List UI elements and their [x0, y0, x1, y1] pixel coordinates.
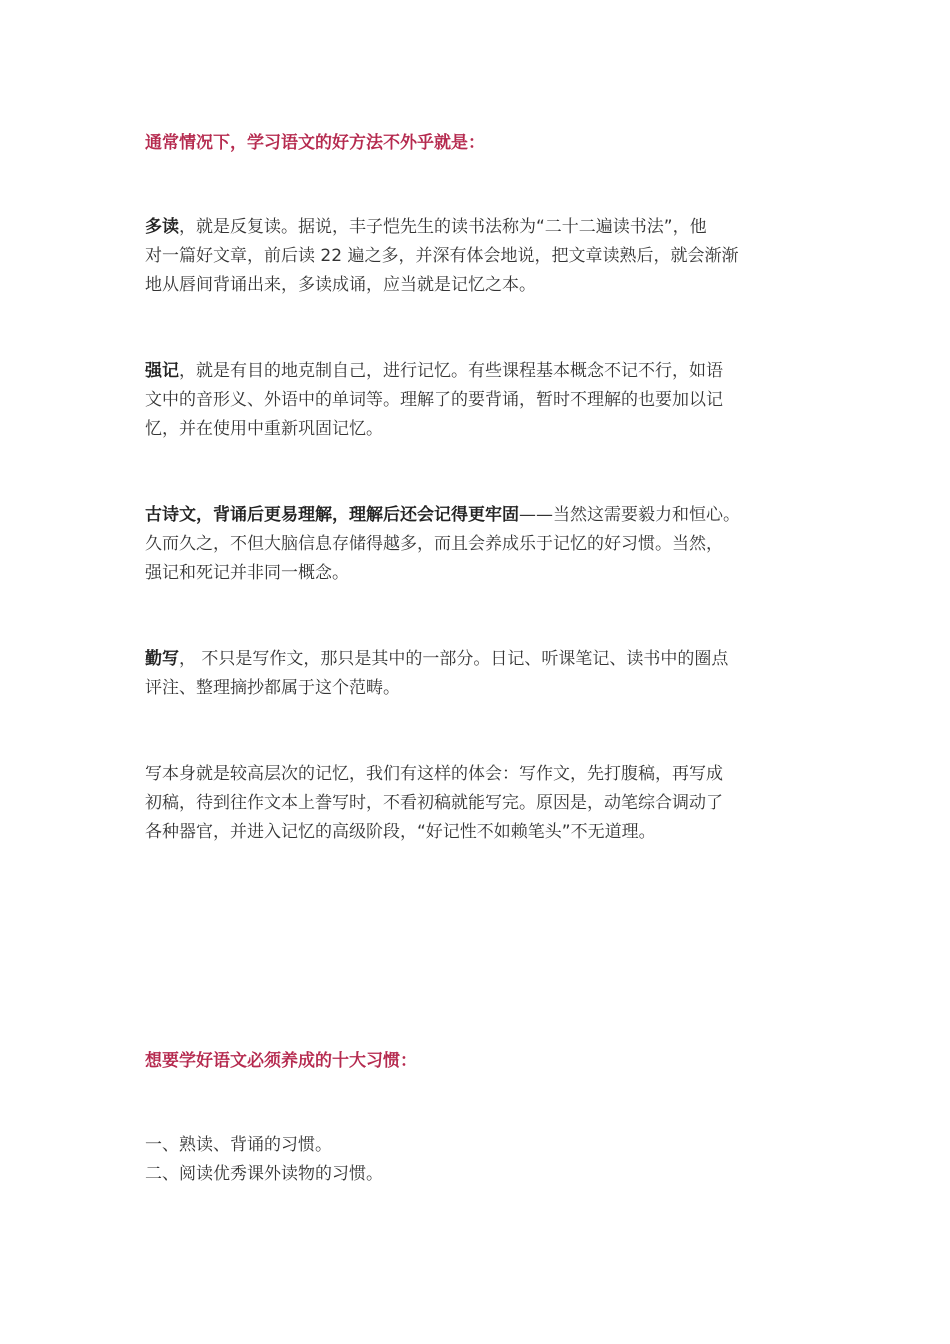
paragraph-line: 各种器官，并进入记忆的高级阶段，“好记性不如赖笔头”不无道理。	[145, 822, 656, 842]
paragraph-line: 对一篇好文章，前后读 22 遍之多，并深有体会地说，把文章读熟后，就会渐渐	[145, 246, 739, 266]
paragraph-write-more	[145, 645, 817, 703]
paragraph-classical-poetry	[145, 501, 817, 588]
paragraph-line: 初稿，待到往作文本上誊写时，不看初稿就能写完。原因是，动笔综合调动了	[145, 793, 723, 813]
paragraph-line	[145, 213, 817, 242]
paragraph-read-more	[145, 213, 817, 300]
paragraph-text: ， 不只是写作文，那只是其中的一部分。日记、听课笔记、读书中的圈点	[179, 649, 729, 669]
section-heading-methods: 通常情况下，学习语文的好方法不外乎就是：	[145, 133, 485, 153]
paragraph-line: 写本身就是较高层次的记忆，我们有这样的体会：写作文，先打腹稿，再写成	[145, 764, 723, 784]
list-item: 一、熟读、背诵的习惯。	[145, 1135, 332, 1155]
paragraph-line: 评注、整理摘抄都属于这个范畴。	[145, 678, 400, 698]
list-item: 二、阅读优秀课外读物的习惯。	[145, 1164, 383, 1184]
paragraph-writing-memory	[145, 760, 817, 847]
paragraph-text: ，就是有目的地克制自己，进行记忆。有些课程基本概念不记不行，如语	[179, 361, 723, 381]
paragraph-line: 文中的音形义、外语中的单词等。理解了的要背诵，暂时不理解的也要加以记	[145, 390, 723, 410]
paragraph-line	[145, 645, 817, 674]
paragraph-text: ——当然这需要毅力和恒心。	[519, 505, 740, 525]
paragraph-memorize	[145, 357, 817, 444]
paragraph-line: 久而久之，不但大脑信息存储得越多，而且会养成乐于记忆的好习惯。当然，	[145, 534, 723, 554]
paragraph-lead: 勤写	[145, 649, 179, 669]
paragraph-lead: 古诗文，背诵后更易理解，理解后还会记得更牢固	[145, 505, 519, 525]
paragraph-line	[145, 501, 817, 530]
section-heading-habits: 想要学好语文必须养成的十大习惯：	[145, 1051, 417, 1071]
paragraph-line: 忆，并在使用中重新巩固记忆。	[145, 419, 383, 439]
paragraph-text: ，就是反复读。据说，丰子恺先生的读书法称为“二十二遍读书法”，他	[179, 217, 707, 237]
paragraph-line: 强记和死记并非同一概念。	[145, 563, 349, 583]
paragraph-line	[145, 357, 817, 386]
paragraph-line: 地从唇间背诵出来，多读成诵，应当就是记忆之本。	[145, 275, 536, 295]
paragraph-lead: 多读	[145, 217, 179, 237]
paragraph-lead: 强记	[145, 361, 179, 381]
